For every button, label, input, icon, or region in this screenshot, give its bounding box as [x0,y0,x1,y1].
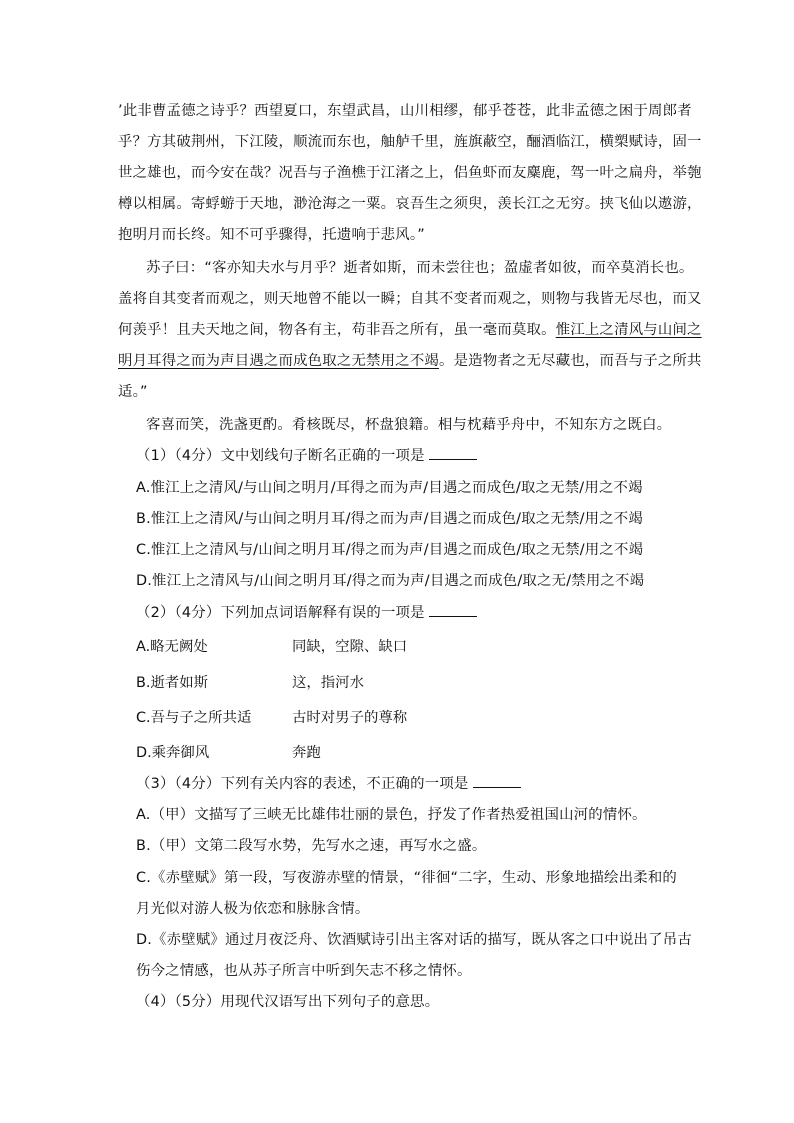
question-3-option-d-line-1: D.《赤壁赋》通过月夜泛舟、饮酒赋诗引出主客对话的描写，既从客之口中说出了吊古 [136,932,692,948]
underlined-sentence: 明月耳得之而为声目遇之而成色取之无禁用之不竭 [118,353,439,369]
question-1-option-d: D.惟江上之清风与/山间之明月耳/得之而为声/目遇之而成色/取之无/禁用之不竭 [136,573,645,589]
question-2-option-b-term: B.逝者如斯 [136,675,209,691]
question-2-option-c-explanation: 古时对男子的尊称 [292,710,408,726]
question-3-option-d-line-2: 伤今之情感，也从苏子所言中听到矢志不移之情怀。 [136,963,472,979]
question-2-option-a-term: A.略无阙处 [136,639,208,655]
passage-p2-line-5: 适。” [118,384,148,400]
question-1-stem [136,446,477,466]
question-2-option-b-explanation: 这，指河水 [292,675,364,691]
question-3-option-c-line-1: C.《赤壁赋》第一段，写夜游赤壁的情景，“徘徊“二字，生动、形象地描绘出柔和的 [136,870,678,886]
passage-p2-line-4 [118,351,702,371]
passage-text: 何羡乎！且夫天地之间，物各有主，苟非吾之所有，虽一毫而莫取。 [118,322,556,338]
question-3-option-b: B.（甲）文第二段写水势，先写水之速，再写水之盛。 [136,838,487,854]
question-3-option-a: A.（甲）文描写了三峡无比雄伟壮丽的景色，抒发了作者热爱祖国山河的情怀。 [136,807,647,823]
passage-p3: 客喜而笑，洗盏更酌。肴核既尽，杯盘狼籍。相与枕藉乎舟中，不知东方之既白。 [146,417,672,433]
passage-line-2: 乎？方其破荆州，下江陵，顺流而东也，舳舻千里，旌旗蔽空，酾酒临江，横槊赋诗，固一 [118,134,702,150]
passage-p2-line-1: 苏子曰：“客亦知夫水与月乎？逝者如斯，而未尝往也；盈虚者如彼，而卒莫消长也。 [146,260,694,276]
passage-line-3: 世之雄也，而今安在哉？况吾与子渔樵于江渚之上，侣鱼虾而友麋鹿，驾一叶之扁舟，举匏 [118,165,702,181]
question-text: （1）（4分）文中划线句子断名正确的一项是 [136,448,425,464]
question-2-stem [136,603,477,623]
question-2-option-c-term: C.吾与子之所共适 [136,710,252,726]
passage-p2-line-3 [118,320,702,340]
passage-line-1: ’此非曹孟德之诗乎？西望夏口，东望武昌，山川相缪，郁乎苍苍，此非孟德之困于周郎者 [118,103,692,119]
answer-blank[interactable] [473,775,521,788]
question-4-stem: （4）（5分）用现代汉语写出下列句子的意思。 [136,994,440,1010]
question-1-option-b: B.惟江上之清风/与山间之明月耳/得之而为声/目遇之而成色/取之无禁/用之不竭 [136,511,643,527]
question-3-stem [136,774,521,794]
question-text: （2）（4分）下列加点词语解释有误的一项是 [136,605,425,621]
answer-blank[interactable] [429,447,477,460]
question-1-option-a: A.惟江上之清风/与山间之明月/耳得之而为声/目遇之而成色/取之无禁/用之不竭 [136,480,643,496]
question-text: （3）（4分）下列有关内容的表述，不正确的一项是 [136,776,469,792]
question-1-option-c: C.惟江上之清风与/山间之明月耳/得之而为声/目遇之而成色/取之无禁/用之不竭 [136,542,644,558]
question-2-option-a-explanation: 同缺，空隙、缺口 [292,639,408,655]
passage-line-5: 抱明月而长终。知不可乎骤得，托遗响于悲风。” [118,227,425,243]
question-2-option-d-explanation: 奔跑 [292,745,321,761]
question-3-option-c-line-2: 月光似对游人极为依恋和脉脉含情。 [136,901,370,917]
passage-text: 。是造物者之无尽藏也，而吾与子之所共 [439,353,702,369]
question-2-option-d-term: D.乘奔御风 [136,745,210,761]
passage-p2-line-2: 盖将自其变者而观之，则天地曾不能以一瞬；自其不变者而观之，则物与我皆无尽也，而又 [118,291,702,307]
underlined-sentence: 惟江上之清风与山间之 [555,322,702,338]
answer-blank[interactable] [429,604,477,617]
passage-line-4: 樽以相属。寄蜉蝣于天地，渺沧海之一粟。哀吾生之须臾，羡长江之无穷。挟飞仙以遨游， [118,196,702,212]
